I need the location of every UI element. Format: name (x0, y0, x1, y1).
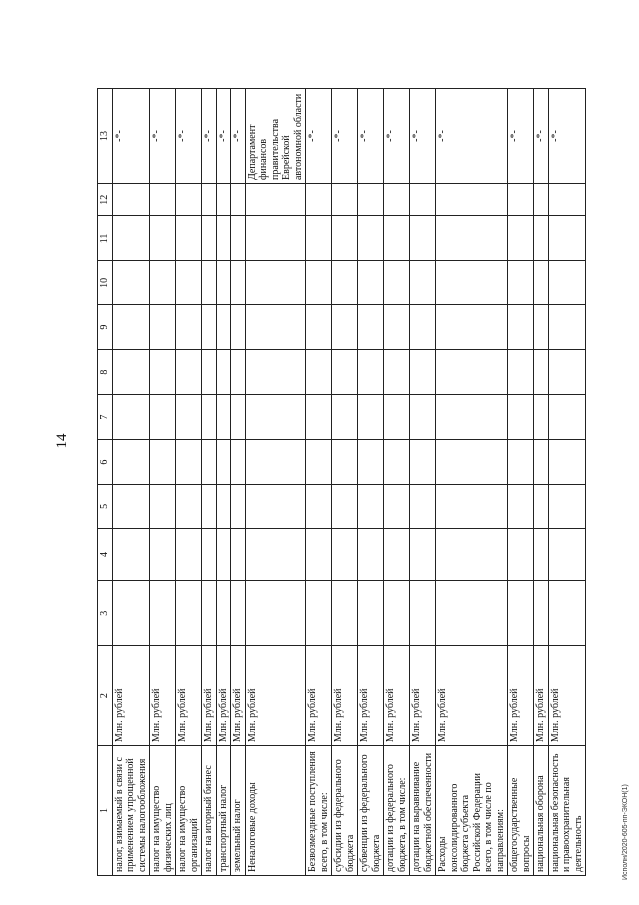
table-row (384, 89, 410, 876)
value-cell (508, 485, 534, 529)
column-header: 7 (98, 395, 113, 440)
indicator-name: налог на имущество организаций (176, 746, 202, 876)
value-cell (384, 485, 410, 529)
value-cell (245, 581, 306, 646)
indicator-name: общегосударственные вопросы (508, 746, 534, 876)
value-cell (231, 216, 246, 261)
value-cell (150, 350, 176, 395)
value-cell (384, 261, 410, 305)
value-cell (176, 261, 202, 305)
value-cell (410, 581, 436, 646)
value-cell (548, 184, 586, 216)
value-cell (410, 305, 436, 350)
table-row (202, 89, 217, 876)
value-cell (534, 485, 549, 529)
value-cell (534, 350, 549, 395)
value-cell (150, 305, 176, 350)
value-cell (202, 395, 217, 440)
value-cell (150, 395, 176, 440)
value-cell (150, 184, 176, 216)
value-cell (436, 184, 508, 216)
value-cell (176, 440, 202, 485)
value-cell (384, 184, 410, 216)
value-cell (150, 485, 176, 529)
value-cell (534, 440, 549, 485)
indicator-name: национальная оборона (534, 746, 549, 876)
value-cell (410, 184, 436, 216)
value-cell (358, 350, 384, 395)
value-cell (508, 350, 534, 395)
value-cell (231, 581, 246, 646)
table-body (112, 89, 586, 876)
table-row (306, 89, 332, 876)
column-header: 8 (98, 350, 113, 395)
value-cell (436, 395, 508, 440)
unit-cell: Млн. рублей (358, 646, 384, 746)
unit-cell: Млн. рублей (176, 646, 202, 746)
table-wrapper (97, 88, 586, 876)
table-row (216, 89, 231, 876)
value-cell (358, 440, 384, 485)
unit-cell: Млн. рублей (332, 646, 358, 746)
column-header: 2 (98, 646, 113, 746)
value-cell (410, 485, 436, 529)
value-cell (245, 305, 306, 350)
value-cell (231, 395, 246, 440)
value-cell (358, 216, 384, 261)
value-cell (231, 184, 246, 216)
value-cell (332, 485, 358, 529)
value-cell (112, 261, 150, 305)
value-cell (332, 395, 358, 440)
value-cell (436, 485, 508, 529)
indicator-name: национальная безопасность и правоохранительная деятельность (548, 746, 586, 876)
value-cell (176, 485, 202, 529)
indicator-name: налог, взимаемый в связи с применением упрощенной системы налогообложения (112, 746, 150, 876)
unit-cell: Млн. рублей (548, 646, 586, 746)
value-cell (202, 305, 217, 350)
value-cell (176, 528, 202, 580)
unit-cell: Млн. рублей (216, 646, 231, 746)
value-cell (358, 581, 384, 646)
column-header: 11 (98, 216, 113, 261)
value-cell (508, 184, 534, 216)
value-cell (436, 528, 508, 580)
table-row (231, 89, 246, 876)
value-cell (534, 528, 549, 580)
value-cell (436, 261, 508, 305)
value-cell (358, 485, 384, 529)
value-cell (548, 581, 586, 646)
value-cell (548, 216, 586, 261)
responsible-cell: -*- (384, 89, 410, 184)
value-cell (245, 216, 306, 261)
value-cell (410, 528, 436, 580)
unit-cell: Млн. рублей (306, 646, 332, 746)
value-cell (548, 350, 586, 395)
value-cell (436, 440, 508, 485)
indicator-name: субвенции из федерального бюджета (358, 746, 384, 876)
unit-cell: Млн. рублей (245, 646, 306, 746)
value-cell (306, 528, 332, 580)
value-cell (112, 184, 150, 216)
responsible-cell: -*- (150, 89, 176, 184)
table-row (508, 89, 534, 876)
value-cell (306, 305, 332, 350)
table-row (534, 89, 549, 876)
value-cell (384, 350, 410, 395)
value-cell (436, 305, 508, 350)
column-header: 13 (98, 89, 113, 184)
value-cell (216, 581, 231, 646)
value-cell (534, 261, 549, 305)
value-cell (150, 528, 176, 580)
value-cell (176, 216, 202, 261)
value-cell (216, 216, 231, 261)
value-cell (202, 261, 217, 305)
value-cell (358, 261, 384, 305)
value-cell (384, 216, 410, 261)
indicators-table (97, 88, 586, 876)
value-cell (508, 216, 534, 261)
responsible-cell: Департамент финансов правительства Еврейской автономной области (245, 89, 306, 184)
value-cell (306, 485, 332, 529)
table-row (176, 89, 202, 876)
value-cell (231, 440, 246, 485)
value-cell (384, 440, 410, 485)
value-cell (176, 305, 202, 350)
indicator-name: транспортный налог (216, 746, 231, 876)
value-cell (150, 440, 176, 485)
table-row (436, 89, 508, 876)
indicator-name: Неналоговые доходы (245, 746, 306, 876)
value-cell (216, 528, 231, 580)
indicator-name: налог на игорный бизнес (202, 746, 217, 876)
value-cell (231, 261, 246, 305)
value-cell (306, 216, 332, 261)
value-cell (332, 184, 358, 216)
value-cell (306, 581, 332, 646)
responsible-cell: -*- (508, 89, 534, 184)
value-cell (548, 395, 586, 440)
value-cell (176, 395, 202, 440)
value-cell (332, 305, 358, 350)
table-row (245, 89, 306, 876)
value-cell (508, 440, 534, 485)
indicator-name: дотации на выравнивание бюджетной обеспеченности (410, 746, 436, 876)
value-cell (534, 216, 549, 261)
value-cell (332, 581, 358, 646)
table-row (150, 89, 176, 876)
value-cell (548, 305, 586, 350)
value-cell (112, 440, 150, 485)
column-header: 10 (98, 261, 113, 305)
indicator-name: субсидии из федерального бюджета (332, 746, 358, 876)
value-cell (548, 440, 586, 485)
value-cell (436, 216, 508, 261)
value-cell (358, 184, 384, 216)
value-cell (202, 485, 217, 529)
value-cell (332, 350, 358, 395)
header-row (98, 89, 113, 876)
value-cell (176, 581, 202, 646)
value-cell (332, 261, 358, 305)
unit-cell: Млн. рублей (436, 646, 508, 746)
unit-cell: Млн. рублей (534, 646, 549, 746)
value-cell (508, 305, 534, 350)
value-cell (548, 261, 586, 305)
value-cell (534, 395, 549, 440)
responsible-cell: -*- (231, 89, 246, 184)
value-cell (384, 305, 410, 350)
unit-cell: Млн. рублей (508, 646, 534, 746)
value-cell (410, 440, 436, 485)
responsible-cell: -*- (436, 89, 508, 184)
value-cell (202, 440, 217, 485)
indicator-name: земельный налог (231, 746, 246, 876)
value-cell (216, 305, 231, 350)
value-cell (436, 581, 508, 646)
unit-cell: Млн. рублей (384, 646, 410, 746)
responsible-cell: -*- (112, 89, 150, 184)
value-cell (436, 350, 508, 395)
value-cell (245, 261, 306, 305)
value-cell (176, 184, 202, 216)
table-row (112, 89, 150, 876)
indicator-name: Безвозмездные поступления всего, в том числе: (306, 746, 332, 876)
value-cell (231, 528, 246, 580)
value-cell (150, 216, 176, 261)
value-cell (112, 528, 150, 580)
column-header: 9 (98, 305, 113, 350)
responsible-cell: -*- (332, 89, 358, 184)
value-cell (150, 581, 176, 646)
value-cell (202, 581, 217, 646)
responsible-cell: -*- (216, 89, 231, 184)
value-cell (306, 440, 332, 485)
table-row (548, 89, 586, 876)
value-cell (202, 216, 217, 261)
value-cell (332, 216, 358, 261)
value-cell (508, 528, 534, 580)
value-cell (150, 261, 176, 305)
value-cell (306, 261, 332, 305)
indicator-name: Расходы консолидированного бюджета субъекта Российской Федерации всего, в том числе по направлениям: (436, 746, 508, 876)
table-row (332, 89, 358, 876)
value-cell (245, 440, 306, 485)
value-cell (112, 395, 150, 440)
page-number: 14 (54, 433, 70, 449)
responsible-cell: -*- (534, 89, 549, 184)
value-cell (231, 350, 246, 395)
value-cell (216, 350, 231, 395)
value-cell (410, 216, 436, 261)
unit-cell: Млн. рублей (150, 646, 176, 746)
value-cell (202, 184, 217, 216)
responsible-cell: -*- (358, 89, 384, 184)
value-cell (332, 528, 358, 580)
unit-cell: Млн. рублей (202, 646, 217, 746)
value-cell (534, 184, 549, 216)
value-cell (358, 305, 384, 350)
unit-cell: Млн. рублей (231, 646, 246, 746)
column-header: 6 (98, 440, 113, 485)
value-cell (216, 395, 231, 440)
unit-cell: Млн. рублей (112, 646, 150, 746)
value-cell (410, 350, 436, 395)
value-cell (384, 395, 410, 440)
value-cell (508, 395, 534, 440)
value-cell (112, 581, 150, 646)
indicator-name: налог на имущество физических лиц (150, 746, 176, 876)
value-cell (231, 305, 246, 350)
value-cell (306, 395, 332, 440)
column-header: 3 (98, 581, 113, 646)
value-cell (306, 350, 332, 395)
value-cell (548, 528, 586, 580)
column-header: 5 (98, 485, 113, 529)
value-cell (534, 581, 549, 646)
value-cell (245, 528, 306, 580)
column-header: 12 (98, 184, 113, 216)
column-header: 4 (98, 528, 113, 580)
responsible-cell: -*- (410, 89, 436, 184)
value-cell (176, 350, 202, 395)
responsible-cell: -*- (176, 89, 202, 184)
value-cell (534, 305, 549, 350)
table-row (410, 89, 436, 876)
value-cell (216, 440, 231, 485)
value-cell (306, 184, 332, 216)
column-header: 1 (98, 746, 113, 876)
indicator-name: дотации из федерального бюджета, в том числе: (384, 746, 410, 876)
value-cell (508, 581, 534, 646)
table-row (358, 89, 384, 876)
value-cell (112, 216, 150, 261)
value-cell (332, 440, 358, 485)
value-cell (358, 528, 384, 580)
value-cell (112, 350, 150, 395)
value-cell (216, 261, 231, 305)
responsible-cell: -*- (202, 89, 217, 184)
value-cell (358, 395, 384, 440)
value-cell (384, 528, 410, 580)
value-cell (112, 485, 150, 529)
value-cell (384, 581, 410, 646)
unit-cell: Млн. рублей (410, 646, 436, 746)
responsible-cell: -*- (306, 89, 332, 184)
value-cell (245, 395, 306, 440)
value-cell (216, 184, 231, 216)
document-footer: Исполн/2020-605-пп-ЭКОН(1) (622, 784, 629, 880)
value-cell (202, 350, 217, 395)
value-cell (216, 485, 231, 529)
value-cell (410, 395, 436, 440)
value-cell (245, 184, 306, 216)
value-cell (245, 350, 306, 395)
value-cell (112, 305, 150, 350)
value-cell (231, 485, 246, 529)
value-cell (245, 485, 306, 529)
value-cell (202, 528, 217, 580)
value-cell (410, 261, 436, 305)
responsible-cell: -*- (548, 89, 586, 184)
value-cell (548, 485, 586, 529)
value-cell (508, 261, 534, 305)
